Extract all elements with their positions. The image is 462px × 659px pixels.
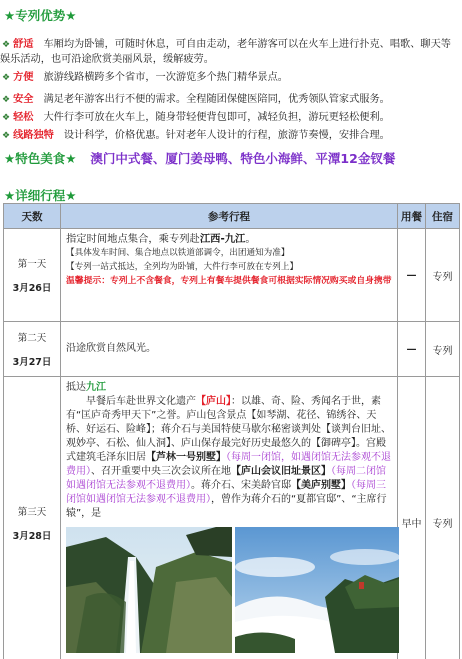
itinerary-text: 沿途欣赏自然风光。 xyxy=(66,343,156,354)
itinerary-line xyxy=(66,232,392,246)
advantages-title: ★专列优势★ xyxy=(4,8,77,23)
table-row xyxy=(4,377,460,659)
itinerary-text: 、召开重要中央三次会议所在地 xyxy=(91,466,231,477)
header-day: 天数 xyxy=(4,204,61,229)
header-meal: 用餐 xyxy=(398,204,426,229)
day-name: 第一天 xyxy=(17,259,47,270)
itinerary-text: ，曾作为蒋介石的“夏都官邸”、“主席行辕”，是 xyxy=(66,494,387,519)
warm-tip xyxy=(66,274,392,288)
sea-of-clouds-photo xyxy=(235,527,399,653)
itinerary-text: 。 xyxy=(245,233,256,245)
itinerary-cell xyxy=(61,229,398,322)
attraction-name: 【芦林一号别墅】 xyxy=(146,452,226,463)
itinerary-text: 抵达 xyxy=(66,382,86,393)
advantage-text: 满足老年游客出行不便的需求。全程随团保健医陪同，优秀领队管家式服务。 xyxy=(43,94,390,105)
advantage-label: 方便 xyxy=(13,72,34,83)
day-date: 3月27日 xyxy=(12,357,52,368)
itinerary-cell xyxy=(61,322,398,377)
itinerary-table xyxy=(3,203,460,659)
header-lodging: 住宿 xyxy=(426,204,460,229)
advantage-label: 线路独特 xyxy=(13,130,54,141)
bullet-icon: ❖ xyxy=(2,113,11,123)
table-header-row xyxy=(4,204,460,229)
bullet-icon: ❖ xyxy=(2,40,11,50)
itinerary-paragraph xyxy=(66,395,392,521)
destination-city: 江西-九江 xyxy=(199,233,246,245)
arrival-city: 九江 xyxy=(86,382,106,393)
attraction-name: 【庐山会议旧址景区】 xyxy=(231,466,331,477)
advantage-item-convenience xyxy=(0,71,458,86)
advantage-text: 设计科学，价格优惠。针对老年人设计的行程，旅游节奏慢，安排合理。 xyxy=(63,130,390,141)
closure-note: （每周三闭馆如遇闭馆无法参观不退费用） xyxy=(66,480,386,505)
day-name: 第三天 xyxy=(17,506,47,518)
day-date: 3月26日 xyxy=(12,283,52,294)
itinerary-text: 指定时间地点集合，乘专列赴 xyxy=(66,233,200,245)
itinerary-text: 早餐后车赴世界文化遗产 xyxy=(86,396,196,407)
bullet-icon: ❖ xyxy=(2,95,11,105)
itinerary-title: ★详细行程★ xyxy=(4,188,77,203)
table-row xyxy=(4,322,460,377)
special-food-value: 澳门中式餐、厦门姜母鸭、特色小海鲜、平潭12金钗餐 xyxy=(90,151,396,166)
day-cell xyxy=(4,377,61,659)
warm-tip-text: 专列上不含餐食，专列上有餐车提供餐食可根据实际情况购买或自身携带 xyxy=(110,276,392,286)
lodging-cell: 专列 xyxy=(426,377,460,659)
lodging-cell: 专列 xyxy=(426,322,460,377)
meal-cell: 早中 xyxy=(398,377,426,659)
itinerary-cell xyxy=(61,377,398,659)
closure-note: （每周二闭馆如遇闭馆无法参观不退费用） xyxy=(66,466,386,491)
advantage-text: 车厢均为卧铺，可随时休息，可自由走动，老年游客可以在火车上进行扑克、唱歌、聊天等娱乐活动，也可沿途欣赏美丽风景，缓解疲劳。 xyxy=(0,39,451,65)
advantage-item-relaxed xyxy=(0,111,458,126)
advantage-text: 旅游线路横跨多个省市，一次游览多个热门精华景点。 xyxy=(43,72,288,83)
day-name: 第二天 xyxy=(17,333,47,344)
attraction-name: 【美庐别墅】 xyxy=(291,480,351,491)
day-cell xyxy=(4,322,61,377)
warm-tip-label: 温馨提示： xyxy=(66,276,110,286)
advantage-item-comfort xyxy=(0,38,458,67)
bullet-icon: ❖ xyxy=(2,73,11,83)
special-food xyxy=(4,149,395,167)
photo-strip xyxy=(66,527,392,657)
advantage-label: 轻松 xyxy=(13,112,34,123)
itinerary-note: 【专列一站式抵达，全列均为卧铺，大件行李可放在专列上】 xyxy=(66,262,299,272)
itinerary-note: 【具体发车时间、集合地点以铁道部调令，出团通知为准】 xyxy=(66,248,290,258)
advantage-label: 舒适 xyxy=(13,39,34,50)
advantage-item-unique xyxy=(0,129,458,144)
day-date: 3月28日 xyxy=(12,530,52,542)
itinerary-text: ：以雄、奇、险、秀闻名于世，素有“匡庐奇秀甲天下”之誉。庐山包含景点【如琴湖、花径、锦绣谷、天桥、好运石、险峰】；蒋介石与美国特使马歇尔秘密谈判处【谈判台旧址、观妙亭、石松、仙人洞】、庐山保存最完好历史最悠久的【御碑亭】。宫殿式建筑毛泽东旧居 xyxy=(66,396,391,463)
advantage-text: 大件行李可放在火车上，随身带轻便背包即可，减轻负担，游玩更轻松便利。 xyxy=(43,112,390,123)
attraction-name: 【庐山】 xyxy=(196,396,231,407)
table-row xyxy=(4,229,460,322)
lodging-cell: 专列 xyxy=(426,229,460,322)
header-itinerary: 参考行程 xyxy=(61,204,398,229)
closure-note: （每周一闭馆，如遇闭馆无法参观不退费用） xyxy=(66,452,391,477)
itinerary-text: 。蒋介石、宋美龄官邸 xyxy=(191,480,291,491)
special-food-label: ★特色美食★ xyxy=(4,151,77,166)
meal-cell: — xyxy=(398,322,426,377)
advantage-label: 安全 xyxy=(13,94,34,105)
bullet-icon: ❖ xyxy=(2,131,11,141)
arrival-line xyxy=(66,381,392,395)
meal-cell: — xyxy=(398,229,426,322)
advantage-item-safety xyxy=(0,93,458,108)
day-cell xyxy=(4,229,61,322)
waterfall-photo xyxy=(66,527,232,653)
